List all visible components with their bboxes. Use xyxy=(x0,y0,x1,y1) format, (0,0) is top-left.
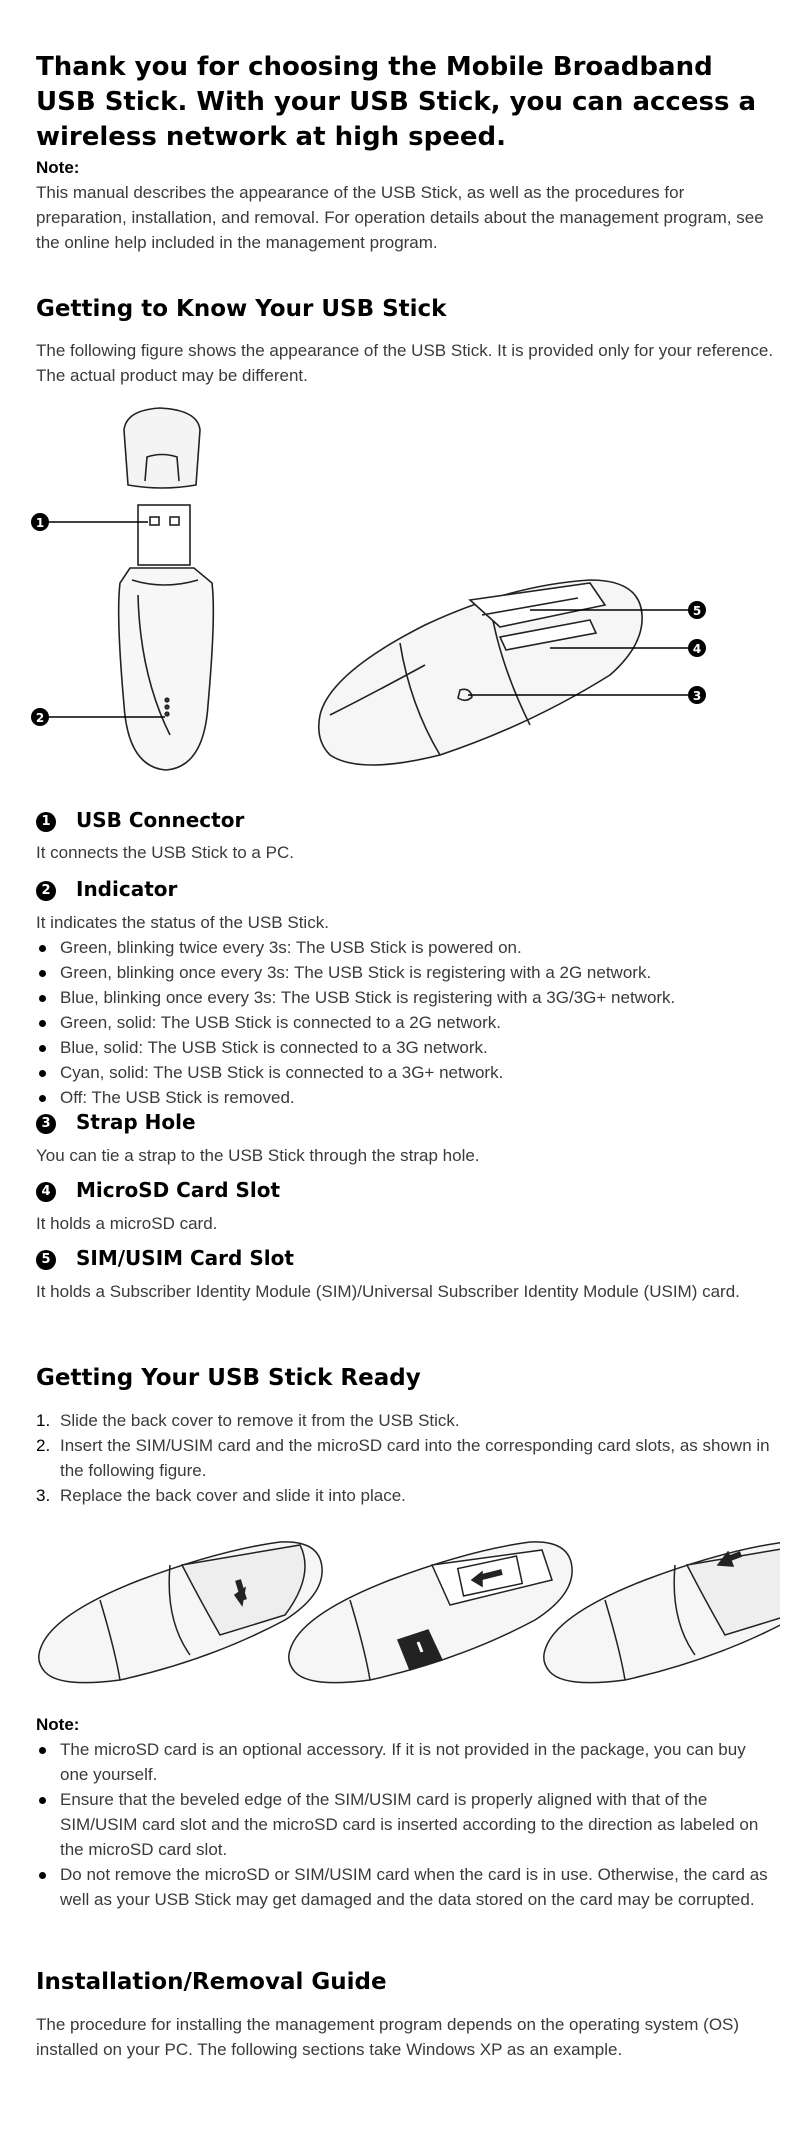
step-2-stick xyxy=(289,1542,572,1683)
feature-strap-hole-text: You can tie a strap to the USB Stick through the strap hole. xyxy=(36,1146,480,1165)
feature-number: 4 xyxy=(36,1182,56,1202)
step-item: 1. Slide the back cover to remove it from the USB Stick. xyxy=(36,1411,460,1430)
feature-number: 5 xyxy=(36,1250,56,1270)
feature-sim-title: 5 SIM/USIM Card Slot xyxy=(36,1246,294,1270)
usb-connector xyxy=(138,505,190,565)
ready-steps xyxy=(36,1408,776,1508)
callout-4: 4 xyxy=(692,642,702,656)
callout-5: 5 xyxy=(692,604,702,618)
step-1-stick xyxy=(39,1542,322,1683)
ready-note xyxy=(36,1712,776,1912)
usb-stick-figure xyxy=(30,405,750,790)
feature-microsd-text: It holds a microSD card. xyxy=(36,1214,218,1233)
feature-sim-text: It holds a Subscriber Identity Module (SIM)/Universal Subscriber Identity Module (USIM) card. xyxy=(36,1282,740,1301)
list-item: The microSD card is an optional accessory. If it is not provided in the package, you can buy one yourself. xyxy=(36,1737,776,1787)
list-item: Blue, blinking once every 3s: The USB Stick is registering with a 3G/3G+ network. xyxy=(36,985,776,1010)
feature-indicator-text: It indicates the status of the USB Stick. xyxy=(36,913,329,932)
list-item: Ensure that the beveled edge of the SIM/USIM card is properly aligned with that of the SIM/USIM card slot and the microSD card is inserted according to the direction as labeled on the microSD card slot. xyxy=(36,1787,776,1862)
step-item: 3. Replace the back cover and slide it into place. xyxy=(36,1486,406,1505)
feature-number: 2 xyxy=(36,881,56,901)
callout-1: 1 xyxy=(35,516,45,530)
list-item: Off: The USB Stick is removed. xyxy=(36,1085,776,1110)
feature-number: 1 xyxy=(36,812,56,832)
feature-usb-connector-text: It connects the USB Stick to a PC. xyxy=(36,843,294,862)
note-label: Note: xyxy=(36,158,80,177)
usb-body xyxy=(119,568,214,770)
indicator-status-list xyxy=(36,935,776,1110)
callout-3: 3 xyxy=(692,689,702,703)
usb-cap xyxy=(124,408,200,488)
install-text: The procedure for installing the management program depends on the operating system (OS) installed on your PC. The following sections take Windows XP as an example. xyxy=(36,2015,740,2059)
callout-2: 2 xyxy=(35,711,45,725)
step-3-stick xyxy=(544,1542,780,1683)
list-item: Green, blinking twice every 3s: The USB Stick is powered on. xyxy=(36,935,776,960)
feature-number: 3 xyxy=(36,1114,56,1134)
card-install-figure xyxy=(30,1520,780,1690)
intro-note xyxy=(36,155,776,255)
section-heading-know: Getting to Know Your USB Stick xyxy=(36,296,447,322)
intro-title: Thank you for choosing the Mobile Broadband USB Stick. With your USB Stick, you can access a wireless network at high speed. xyxy=(36,52,757,152)
note-text: This manual describes the appearance of the USB Stick, as well as the procedures for preparation, installation, and removal. For operation details about the management program, see the online help included in the management program. xyxy=(36,183,764,252)
list-item: Cyan, solid: The USB Stick is connected to a 3G+ network. xyxy=(36,1060,776,1085)
list-item: Green, solid: The USB Stick is connected to a 2G network. xyxy=(36,1010,776,1035)
section-heading-ready: Getting Your USB Stick Ready xyxy=(36,1365,421,1391)
feature-usb-connector-title: 1 USB Connector xyxy=(36,808,244,832)
list-item: Blue, solid: The USB Stick is connected to a 3G network. xyxy=(36,1035,776,1060)
feature-indicator-title: 2 Indicator xyxy=(36,877,177,901)
ready-note-list xyxy=(36,1737,776,1912)
section-heading-install: Installation/Removal Guide xyxy=(36,1969,387,1995)
note-label: Note: xyxy=(36,1715,80,1734)
know-text: The following figure shows the appearance of the USB Stick. It is provided only for your reference. The actual product may be different. xyxy=(36,341,774,385)
step-item: 2. Insert the SIM/USIM card and the microSD card into the corresponding card slots, as shown in the following figure. xyxy=(36,1436,770,1480)
feature-microsd-title: 4 MicroSD Card Slot xyxy=(36,1178,280,1202)
list-item: Green, blinking once every 3s: The USB Stick is registering with a 2G network. xyxy=(36,960,776,985)
feature-strap-hole-title: 3 Strap Hole xyxy=(36,1110,196,1134)
list-item: Do not remove the microSD or SIM/USIM card when the card is in use. Otherwise, the card as well as your USB Stick may get damaged and the data stored on the card may be corrupted. xyxy=(36,1862,776,1912)
feature-indicator-body xyxy=(36,910,776,1110)
